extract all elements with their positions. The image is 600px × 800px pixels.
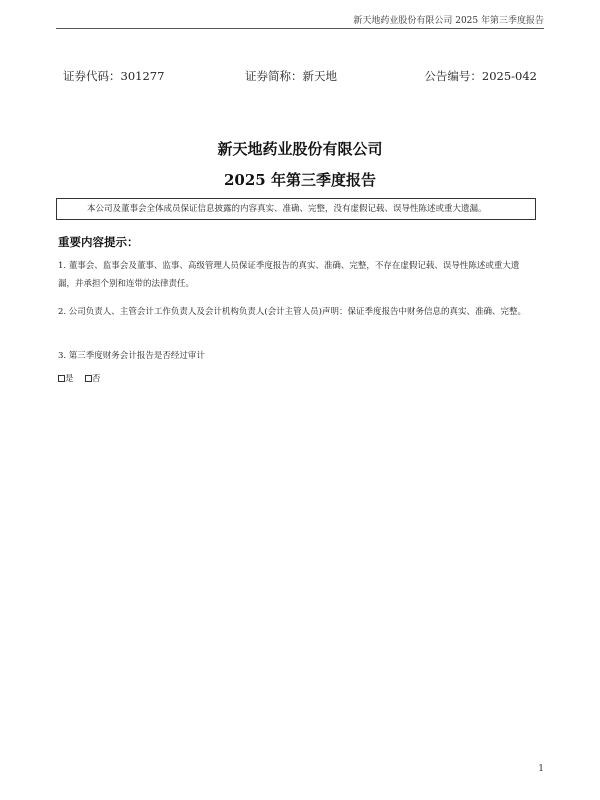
audit-options: [58, 372, 100, 384]
stock-short-name: 证券简称：新天地: [245, 69, 337, 83]
disclosure-notice-box: 本公司及董事会全体成员保证信息披露的内容真实、准确、完整，没有虚假记载、误导性陈述或重大遗漏。: [56, 198, 536, 220]
notice-item-1: 1. 董事会、监事会及董事、监事、高级管理人员保证季度报告的真实、准确、完整，不存在虚假记载、误导性陈述或重大遗漏，并承担个别和连带的法律责任。: [58, 261, 520, 289]
announcement-number: 公告编号：2025-042: [424, 69, 537, 83]
audit-yes-checkbox[interactable]: [58, 375, 65, 382]
audit-no-checkbox[interactable]: [85, 375, 92, 382]
report-title: 2025 年第三季度报告: [224, 171, 376, 189]
header-divider: [56, 28, 544, 29]
audit-yes-label: 是: [65, 374, 74, 384]
stock-meta-row: [63, 68, 537, 84]
running-header: 新天地药业股份有限公司 2025 年第三季度报告: [353, 16, 544, 26]
audit-no-label: 否: [91, 374, 101, 384]
company-title: 新天地药业股份有限公司: [217, 140, 383, 158]
important-notice-heading: 重要内容提示：: [58, 235, 139, 249]
notice-item-2: 2. 公司负责人、主管会计工作负责人及会计机构负责人(会计主管人员)声明：保证季度报告中财务信息的真实、准确、完整。: [58, 307, 526, 317]
notice-item-3: 3. 第三季度财务会计报告是否经过审计: [58, 351, 205, 361]
page-number: 1: [538, 764, 544, 774]
stock-code: 证券代码：301277: [63, 69, 165, 83]
